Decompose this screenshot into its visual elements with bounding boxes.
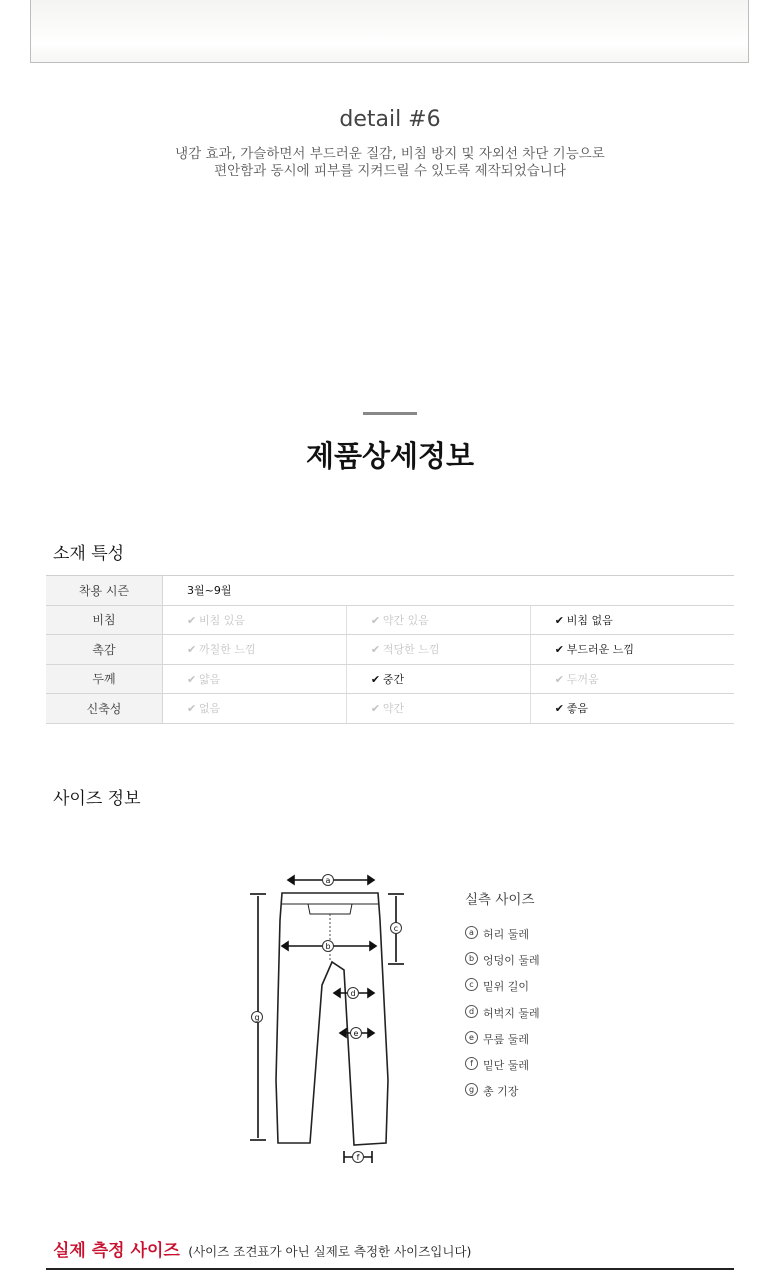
legend-item [465, 1083, 540, 1109]
option-label: 중간 [382, 672, 405, 686]
legend-label: 밑위 길이 [483, 980, 530, 994]
check-icon: ✔ [187, 672, 197, 686]
option-cell [530, 664, 734, 694]
check-icon: ✔ [554, 643, 564, 657]
section-divider [363, 412, 417, 415]
legend-label: 허벅지 둘레 [483, 1006, 540, 1020]
option-label: 약간 있음 [382, 613, 429, 627]
season-value: 3월~9월 [163, 576, 735, 606]
check-icon: ✔ [187, 643, 197, 657]
measure-keys [252, 875, 402, 1163]
table-row [46, 635, 734, 665]
legend-item [465, 1005, 540, 1031]
option-label: 까칠한 느낌 [199, 643, 256, 657]
legend-key: d [465, 1005, 478, 1018]
key-g: g [254, 1013, 260, 1022]
option-cell [163, 635, 347, 665]
measure-heading [53, 1236, 471, 1261]
detail-description [0, 146, 780, 180]
check-icon: ✔ [554, 672, 564, 686]
check-icon: ✔ [370, 672, 381, 686]
key-b: b [325, 942, 331, 951]
option-label: 얇음 [199, 672, 221, 686]
option-label: 비침 없음 [566, 613, 613, 627]
option-cell [530, 605, 734, 635]
legend-key: e [465, 1031, 478, 1044]
detail-desc-line-1: 냉감 효과, 가슬하면서 부드러운 질감, 비침 방지 및 자외선 차단 기능으로 [175, 146, 605, 162]
check-icon: ✔ [370, 702, 381, 716]
option-label: 적당한 느낌 [382, 643, 440, 657]
check-icon: ✔ [187, 613, 197, 627]
legend-key: f [465, 1057, 478, 1070]
legend-item [465, 1057, 540, 1083]
product-photo [30, 0, 749, 63]
legend-item [465, 1031, 540, 1057]
material-table [46, 575, 734, 724]
option-cell [163, 694, 347, 724]
size-info-heading: 사이즈 정보 [53, 789, 141, 809]
option-label: 약간 [382, 702, 405, 716]
detail-title: detail #6 [339, 107, 441, 132]
check-icon: ✔ [187, 702, 197, 716]
row-label: 두께 [46, 664, 163, 694]
option-cell [163, 605, 347, 635]
option-cell [346, 605, 530, 635]
option-label: 좋음 [566, 702, 588, 716]
measure-title: 실제 측정 사이즈 [53, 1241, 180, 1261]
option-label: 부드러운 느낌 [566, 643, 634, 657]
check-icon: ✔ [370, 643, 381, 657]
legend-key: c [465, 978, 478, 991]
table-row-season [46, 576, 734, 606]
table-row [46, 694, 734, 724]
table-row [46, 605, 734, 635]
section-title: 제품상세정보 [305, 439, 475, 473]
measure-note: (사이즈 조견표가 아닌 실제로 측정한 사이즈입니다) [188, 1244, 472, 1259]
check-icon: ✔ [554, 613, 564, 627]
option-cell [346, 694, 530, 724]
detail-desc-line-2: 편안함과 동시에 피부를 지켜드릴 수 있도록 제작되었습니다 [214, 163, 566, 179]
size-legend [465, 888, 540, 1109]
legend-item [465, 926, 540, 952]
key-f: f [356, 1153, 360, 1162]
legend-label: 무릎 둘레 [483, 1032, 530, 1046]
table-row [46, 664, 734, 694]
pants-outline-icon [276, 893, 388, 1145]
option-cell [530, 694, 734, 724]
key-a: a [325, 876, 331, 885]
legend-label: 총 기장 [483, 1085, 519, 1099]
option-cell [163, 664, 347, 694]
option-label: 없음 [199, 702, 221, 716]
measure-table-top-rule [46, 1268, 734, 1270]
key-c: c [393, 924, 399, 933]
option-label: 비침 있음 [199, 613, 246, 627]
legend-key: b [465, 952, 478, 965]
material-heading: 소재 특성 [53, 544, 125, 564]
measure-arrows [250, 876, 404, 1163]
option-cell [346, 664, 530, 694]
pants-diagram [240, 860, 415, 1170]
legend-title: 실측 사이즈 [465, 892, 535, 908]
check-icon: ✔ [370, 613, 381, 627]
option-label: 두꺼움 [566, 672, 599, 686]
row-label: 비침 [46, 605, 163, 635]
key-e: e [353, 1029, 359, 1038]
row-label: 촉감 [46, 635, 163, 665]
legend-key: g [465, 1083, 478, 1096]
key-d: d [350, 989, 356, 998]
option-cell [346, 635, 530, 665]
legend-key: a [465, 926, 478, 939]
legend-item [465, 978, 540, 1004]
season-label: 착용 시즌 [46, 576, 163, 606]
option-cell [530, 635, 734, 665]
check-icon: ✔ [554, 702, 564, 716]
row-label: 신축성 [46, 694, 163, 724]
legend-label: 허리 둘레 [483, 928, 530, 941]
legend-item [465, 952, 540, 978]
legend-list [465, 926, 540, 1109]
legend-label: 엉덩이 둘레 [483, 954, 540, 968]
legend-label: 밑단 둘레 [483, 1058, 530, 1072]
